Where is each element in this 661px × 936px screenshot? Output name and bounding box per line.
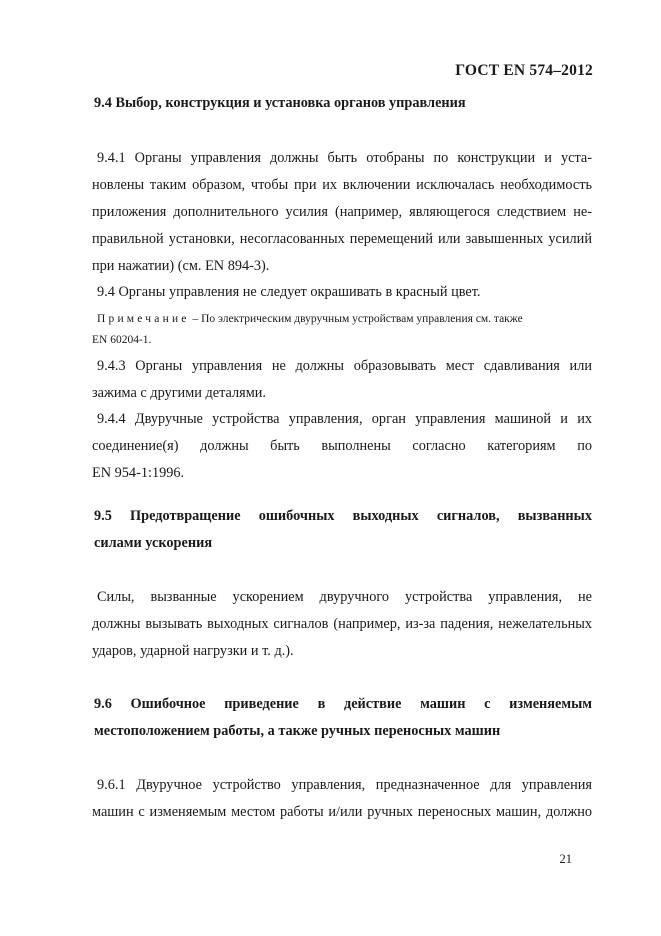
note-text: – По электрическим двуручным устройствам управления см. также	[189, 313, 523, 325]
heading-line: силами ускорения	[94, 535, 213, 551]
paragraph-9-4-3	[92, 353, 592, 407]
section-9-4-heading: 9.4 Выбор, конструкция и установка органов управления	[94, 95, 466, 111]
paragraph-line: при нажатии) (см. EN 894-3).	[92, 258, 270, 274]
paragraph-line: правильной установки, несогласованных перемещений или завышенных усилий	[92, 231, 592, 247]
section-9-5-heading	[94, 503, 592, 557]
heading-line: 9.5 Предотвращение ошибочных выходных сигналов, вызванных	[94, 508, 592, 524]
paragraph-line: соединение(я) должны быть выполнены согласно категориям по	[92, 438, 592, 454]
paragraph-9-6-1	[92, 772, 592, 826]
paragraph-line: Силы, вызванные ускорением двуручного устройства управления, не	[97, 589, 592, 605]
paragraph-line: ударов, ударной нагрузки и т. д.).	[92, 643, 294, 659]
paragraph-line: приложения дополнительного усилия (например, являющегося следствием не-	[92, 204, 592, 220]
section-9-6-heading	[94, 691, 592, 745]
paragraph-9-4-1	[92, 145, 592, 280]
paragraph-9-5	[92, 584, 592, 665]
paragraph-line: 9.4 Органы управления не следует окрашивать в красный цвет.	[97, 284, 481, 300]
note-line: EN 60204-1.	[92, 334, 152, 346]
document-code-header: ГОСТ EN 574–2012	[455, 62, 593, 79]
heading-line: 9.6 Ошибочное приведение в действие машин с изменяемым	[94, 696, 592, 712]
paragraph-line: 9.4.3 Органы управления не должны образовывать мест сдавливания или	[97, 358, 592, 374]
paragraph-line: 9.4.4 Двуручные устройства управления, орган управления машиной и их	[97, 411, 592, 427]
note-continuation	[92, 329, 592, 351]
paragraph-line: EN 954-1:1996.	[92, 465, 185, 481]
paragraph-9-4-4	[92, 406, 592, 487]
page-number: 21	[559, 852, 572, 866]
paragraph-line: зажима с другими деталями.	[92, 385, 266, 401]
paragraph-line: должны вызывать выходных сигналов (например, из-за падения, нежелательных	[92, 616, 592, 632]
paragraph-line: новлены таким образом, чтобы при их включении исключалась необходимость	[92, 177, 592, 193]
paragraph-line: 9.4.1 Органы управления должны быть отобраны по конструкции и уста-	[97, 150, 592, 166]
note-label: Примечание	[97, 313, 190, 325]
paragraph-line: 9.6.1 Двуручное устройство управления, предназначенное для управления	[97, 777, 592, 793]
paragraph-9-4-2	[97, 279, 597, 306]
note-block	[97, 308, 592, 330]
note-line	[97, 308, 592, 330]
heading-line: местоположением работы, а также ручных переносных машин	[94, 723, 501, 739]
paragraph-line: машин с изменяемым местом работы и/или ручных переносных машин, должно	[92, 804, 592, 820]
